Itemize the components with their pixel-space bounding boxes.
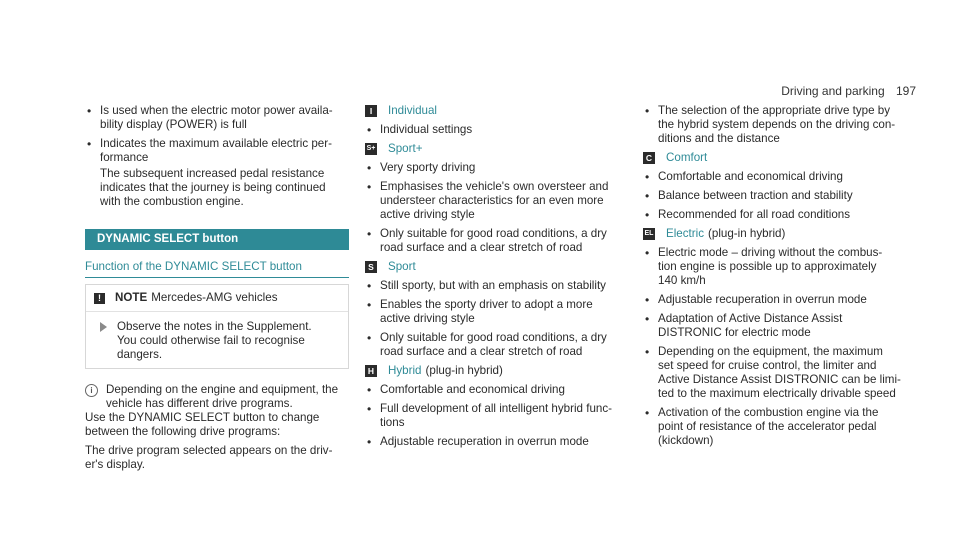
list-item: • Balance between traction and stability bbox=[643, 189, 905, 203]
program-sport-icon: S bbox=[365, 261, 377, 273]
note-text: Mercedes-AMG vehicles bbox=[151, 291, 278, 304]
bullet-list bbox=[643, 246, 905, 448]
column-right bbox=[643, 104, 905, 453]
page-header bbox=[781, 84, 916, 98]
program-heading-comfort bbox=[643, 151, 905, 165]
column-middle bbox=[365, 104, 627, 454]
list-item: • Enables the sporty driver to adopt a more active driving style bbox=[365, 298, 627, 326]
list-item: • Is used when the electric motor power availa- bility display (POWER) is full bbox=[85, 104, 349, 132]
list-item: • Adjustable recuperation in overrun mode bbox=[365, 435, 627, 449]
section-title: Driving and parking bbox=[781, 84, 885, 98]
program-heading-electric bbox=[643, 227, 905, 241]
list-item: • Comfortable and economical driving bbox=[365, 383, 627, 397]
program-name: Sport+ bbox=[388, 142, 423, 155]
bullet-list bbox=[365, 161, 627, 255]
paragraph: Use the DYNAMIC SELECT button to change between the following drive programs: bbox=[85, 411, 320, 438]
program-name: Electric bbox=[666, 227, 705, 240]
paragraph: The drive program selected appears on the driv- er's display. bbox=[85, 444, 333, 471]
note-keyword: NOTE bbox=[115, 291, 148, 304]
list-item: • Only suitable for good road conditions, a dry road surface and a clear stretch of road bbox=[365, 227, 627, 255]
bullet-list bbox=[643, 170, 905, 222]
program-individual-icon: I bbox=[365, 105, 377, 117]
info-icon: i bbox=[85, 384, 98, 397]
program-name: Sport bbox=[388, 260, 416, 273]
list-item-detail: The subsequent increased pedal resistance indicates that the journey is being continued with the combustion engine. bbox=[100, 167, 326, 208]
program-name: Individual bbox=[388, 104, 437, 117]
subheading: Function of the DYNAMIC SELECT button bbox=[85, 260, 349, 278]
list-item: • Activation of the combustion engine via the point of resistance of the accelerator pedal (kickdown) bbox=[643, 406, 905, 448]
section-banner: DYNAMIC SELECT button bbox=[85, 229, 349, 250]
list-item: • Adjustable recuperation in overrun mode bbox=[643, 293, 905, 307]
list-item: • Depending on the equipment, the maximum set speed for cruise control, the limiter and Active Distance Assist DISTRONIC can be limi- ted to the maximum electrically drivable speed bbox=[643, 345, 905, 401]
bullet-list bbox=[85, 104, 349, 209]
list-item: • Recommended for all road conditions bbox=[643, 208, 905, 222]
program-tag: (plug-in hybrid) bbox=[425, 364, 503, 377]
program-electric-icon: EL bbox=[643, 228, 655, 240]
list-item: • Very sporty driving bbox=[365, 161, 627, 175]
list-item: • Still sporty, but with an emphasis on stability bbox=[365, 279, 627, 293]
program-heading-individual bbox=[365, 104, 627, 118]
note-body bbox=[86, 312, 348, 368]
list-item: • The selection of the appropriate drive type by the hybrid system depends on the driving con- ditions and the distance bbox=[643, 104, 905, 146]
bullet-list bbox=[365, 383, 627, 449]
program-heading-sport bbox=[365, 260, 627, 274]
list-item: • Emphasises the vehicle's own oversteer and understeer characteristics for an even more active driving style bbox=[365, 180, 627, 222]
column-left bbox=[85, 104, 349, 477]
page-number: 197 bbox=[895, 84, 916, 98]
info-text: Depending on the engine and equipment, the vehicle has different drive programs. bbox=[106, 383, 339, 410]
program-hybrid-icon: H bbox=[365, 365, 377, 377]
program-name: Comfort bbox=[666, 151, 708, 164]
warning-icon: ! bbox=[94, 293, 105, 304]
program-heading-sport-plus bbox=[365, 142, 627, 156]
bullet-list bbox=[365, 123, 627, 137]
program-tag: (plug-in hybrid) bbox=[708, 227, 786, 240]
note-header bbox=[86, 285, 348, 312]
list-item: • Adaptation of Active Distance Assist DISTRONIC for electric mode bbox=[643, 312, 905, 340]
program-heading-hybrid bbox=[365, 364, 627, 378]
program-comfort-icon: C bbox=[643, 152, 655, 164]
list-item: • Indicates the maximum available electric per- formance The subsequent increased pedal resistance indicates that the journey is being continued with the combustion engine. bbox=[85, 137, 349, 209]
list-item: • Only suitable for good road conditions, a dry road surface and a clear stretch of road bbox=[365, 331, 627, 359]
note-instruction: Observe the notes in the Supplement. You could otherwise fail to recognise dangers. bbox=[117, 320, 312, 361]
instruction-arrow-icon bbox=[100, 322, 107, 332]
program-name: Hybrid bbox=[388, 364, 422, 377]
bullet-list bbox=[643, 104, 905, 146]
list-item: • Full development of all intelligent hybrid func- tions bbox=[365, 402, 627, 430]
info-note bbox=[85, 383, 349, 411]
list-item: • Electric mode – driving without the combus- tion engine is possible up to approximately 140 km/h bbox=[643, 246, 905, 288]
bullet-list bbox=[365, 279, 627, 359]
list-item: • Comfortable and economical driving bbox=[643, 170, 905, 184]
list-item: • Individual settings bbox=[365, 123, 627, 137]
program-sport-plus-icon: S+ bbox=[365, 143, 377, 155]
note-box bbox=[85, 284, 349, 369]
